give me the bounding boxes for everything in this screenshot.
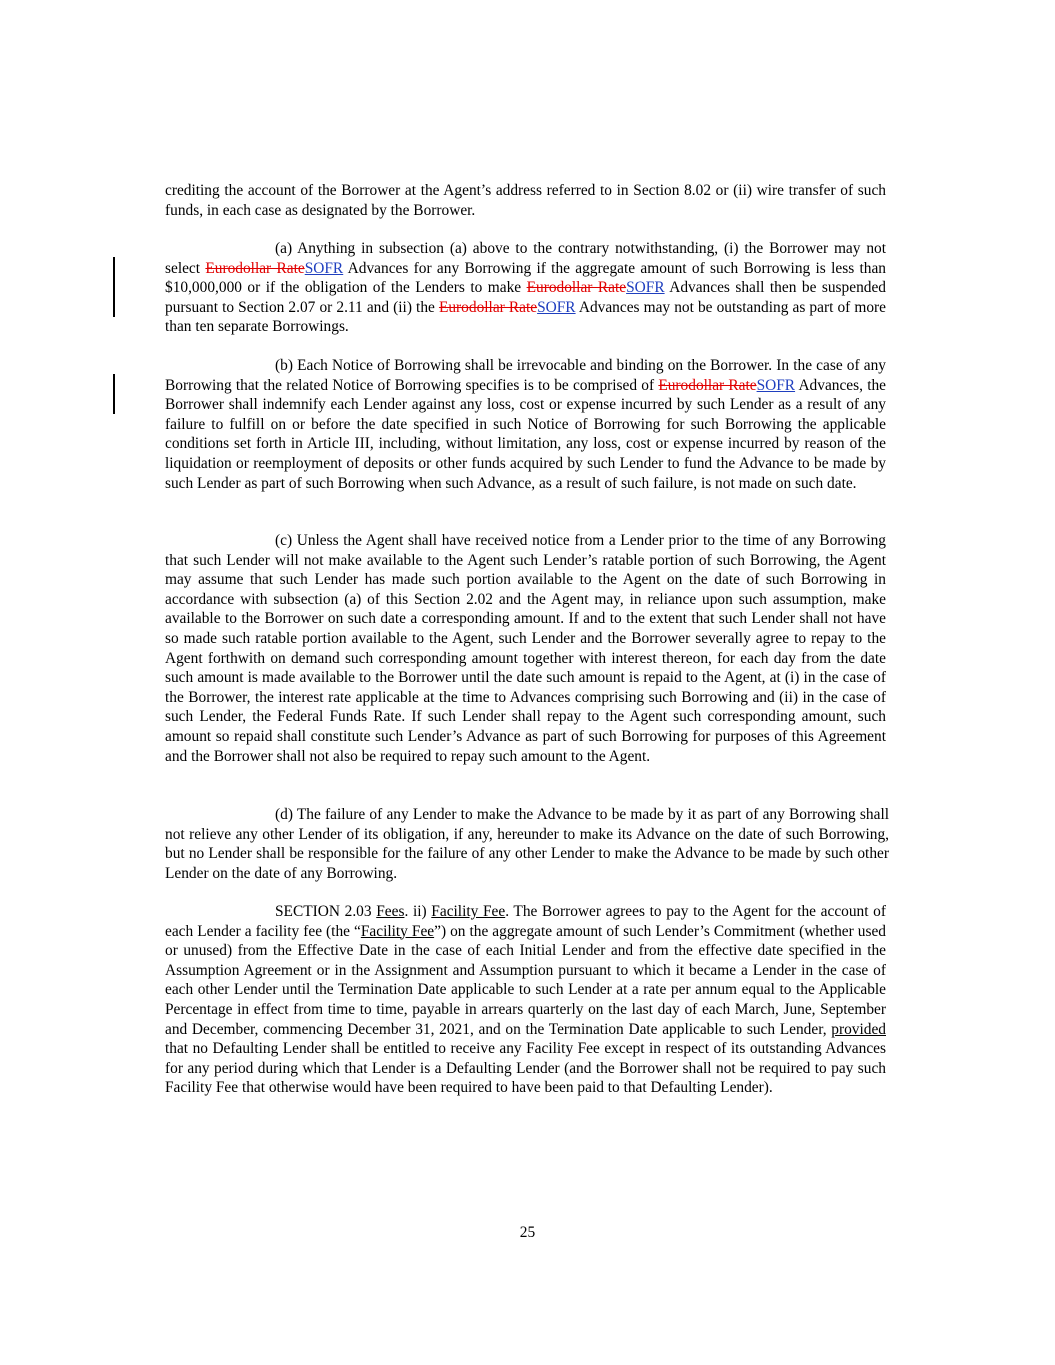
paragraph-a: [165, 239, 886, 337]
section-heading: SECTION 2.03: [275, 903, 377, 920]
paragraph-b-text-1: (b) Each Notice of Borrowing shall be irrevocable and binding on the Borrower. In the case of any Borrowing that the related Notice of Borrowing specifies is to be comprised of: [165, 357, 886, 394]
paragraph-a-text-3: Advances shall then be suspended pursuant to Section 2.07 or 2.11 and (ii) the: [165, 279, 886, 316]
inserted-text: SOFR: [756, 376, 796, 394]
inserted-text: SOFR: [537, 298, 576, 316]
paragraph-a-text-2: Advances for any Borrowing if the aggregate amount of such Borrowing is less than $10,000,000 or if the obligation of the Lenders to make: [165, 259, 887, 297]
change-bar-b: [113, 374, 115, 414]
inserted-text: SOFR: [626, 279, 665, 297]
paragraph-d: (d) The failure of any Lender to make the Advance to be made by it as part of any Borrowing shall not relieve any other Lender of its obligation, if any, hereunder to make its Advance on the date of such Borrowing, but no Lender shall be responsible for the failure of any other Lender to make the Advance to be made by such other Lender on the date of any Borrowing.: [165, 806, 889, 882]
section-text: . The Borrower agrees to pay to the Agent for the account of each Lender a facility fee (the “: [165, 903, 886, 940]
paragraph-a-text-1: (a) Anything in subsection (a) above to the contrary notwithstanding, (i) the Borrower may not select: [165, 240, 886, 277]
paragraph-b: [165, 356, 886, 493]
deleted-text: Eurodollar Rate: [205, 259, 305, 277]
deleted-text: Eurodollar Rate: [658, 376, 757, 394]
section-text: ”) on the aggregate amount of such Lender’s Commitment (whether used or unused) from the Effective Date in the case of each Initial Lender and from the effective date specified in the Assumption Agreement or in the Assignment and Assumption pursuant to which it became a Lender in the case of each other Lender until the Termination Date applicable to such Lender at a rate per annum equal to the Applicable Percentage in effect from time to time, payable in arrears quarterly on the last day of each March, June, September and December, commencing December 31, 2021, and on the Termination Date applicable to such Lender,: [165, 922, 886, 1038]
inserted-text: SOFR: [304, 259, 344, 277]
deleted-text: Eurodollar Rate: [438, 298, 538, 316]
defined-term-facility-fee: Facility Fee: [360, 922, 435, 940]
paragraph-continued: crediting the account of the Borrower at the Agent’s address referred to in Section 8.02 or (ii) wire transfer of such funds, in each case as designated by the Borrower.: [165, 182, 886, 219]
section-title-fees: Fees: [376, 903, 405, 920]
change-bar-a: [113, 257, 115, 317]
subsection-title-facility-fee: Facility Fee: [431, 903, 506, 920]
section-text: that no Defaulting Lender shall be entitled to receive any Facility Fee except in respect of its outstanding Advances for any period during which that Lender is a Defaulting Lender (and the Borrower shall not be required to pay such Facility Fee that otherwise would have been required to have been paid to that Defaulting Lender).: [165, 1040, 886, 1097]
deleted-text: Eurodollar Rate: [526, 279, 627, 297]
term-provided: provided: [831, 1020, 886, 1038]
section-text: . ii): [404, 903, 432, 920]
paragraph-a-text-4: Advances may not be outstanding as part of more than ten separate Borrowings.: [165, 298, 886, 336]
paragraph-c: (c) Unless the Agent shall have received notice from a Lender prior to the time of any Borrowing that such Lender will not make available to the Agent such Lender’s ratable portion of such Borrowing, the Agent may assume that such Lender has made such portion available to the Agent on the date of such Borrowing in accordance with subsection (a) of this Section 2.02 and the Agent may, in reliance upon such assumption, make available to the Borrower on such date a corresponding amount. If and to the extent that such Lender shall not have so made such ratable portion available to the Agent, such Lender and the Borrower severally agree to repay to the Agent forthwith on demand such corresponding amount together with interest thereon, for each day from the date such amount is made available to the Borrower until the date such amount is repaid to the Agent, at (i) in the case of the Borrower, the interest rate applicable at the time to Advances comprising such Borrowing and (ii) in the case of such Lender, the Federal Funds Rate. If such Lender shall repay to the Agent such corresponding amount, such amount so repaid shall constitute such Lender’s Advance as part of such Borrowing for purposes of this Agreement and the Borrower shall not also be required to repay such amount to the Agent.: [165, 532, 886, 765]
page-number: 25: [519, 1224, 536, 1241]
paragraph-b-text-2: Advances, the Borrower shall indemnify each Lender against any loss, cost or expense incurred by such Lender as a result of any failure to fulfill on or before the date specified in such Notice of Borrowing for such Borrowing the applicable conditions set forth in Article III, including, without limitation, any loss, cost or expense incurred by reason of the liquidation or reemployment of deposits or other funds acquired by such Lender to fund the Advance to be made by such Lender as part of such Borrowing when such Advance, as a result of such failure, is not made on such date.: [165, 376, 886, 492]
section-2-03: [165, 902, 886, 1098]
